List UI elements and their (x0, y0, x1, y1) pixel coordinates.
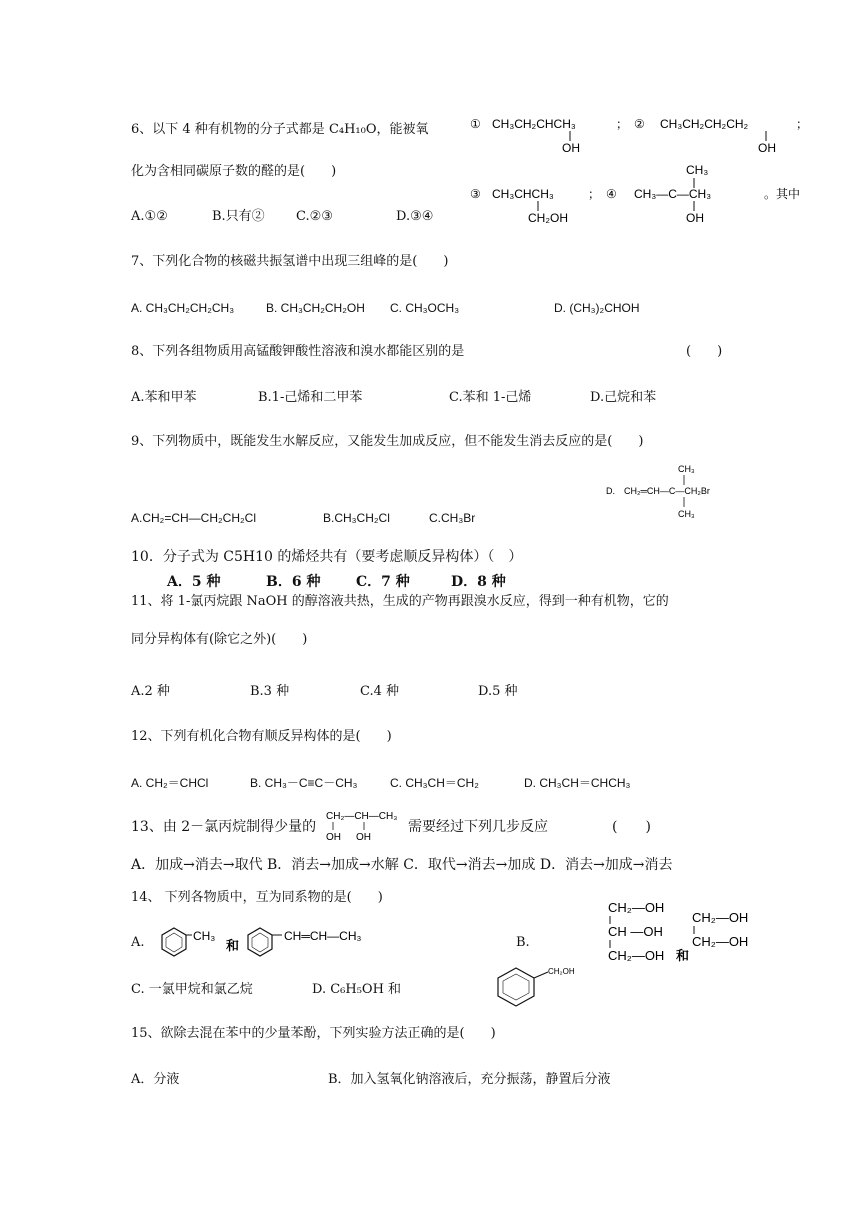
q14-b-and: 和 (676, 948, 690, 963)
q6-s4-main: CH₃—C—CH₃ (634, 187, 712, 201)
q12-option-d: D. CH₃CH＝CHCH₃ (524, 776, 631, 790)
q6-sep-3: ； (588, 187, 601, 201)
q8-paren: ( ) (686, 344, 723, 359)
q6-option-d: D.③④ (396, 209, 434, 224)
q9-option-b: B.CH₃CH₂Cl (323, 511, 390, 525)
q6-s3-num: ③ (470, 187, 481, 201)
q6-option-b: B.只有② (212, 209, 265, 224)
q8-option-a: A.苯和甲苯 (131, 390, 197, 405)
q9-d-label: D. (606, 486, 615, 496)
q14-option-c: C. 一氯甲烷和氯乙烷 (131, 982, 253, 997)
q10-option-d: D．8 种 (451, 574, 506, 590)
q8-option-c: C.苯和 1-己烯 (449, 390, 532, 405)
q14-option-a-structures (156, 924, 396, 964)
q6-s4-sub: OH (686, 211, 704, 225)
q9-d-bottom: CH₃ (678, 509, 695, 519)
q6-s1-num: ① (470, 117, 481, 131)
q8-option-d: D.己烷和苯 (590, 390, 657, 405)
q11-option-b: B.3 种 (250, 684, 290, 699)
q10-stem: 10．分子式为 C5H10 的烯烃共有（要考虑顺反异构体）（ ） (131, 549, 523, 565)
q7-option-a: A. CH₃CH₂CH₂CH₃ (131, 301, 235, 315)
q14-a-ch3: CH₃ (193, 929, 216, 943)
q6-tail: 。其中 (764, 187, 801, 201)
q6-stem-line1: 6、以下 4 种有机物的分子式都是 C₄H₁₀O，能被氧 (131, 122, 429, 137)
q14-b-glycol-2: CH₂—OH (692, 934, 749, 949)
q14-b-glycol-1: CH₂—OH (692, 910, 749, 925)
q14-d-ch2oh: CH₂OH (548, 967, 575, 976)
q9-option-c: C.CH₃Br (429, 511, 476, 525)
q6-s3-sub: CH₂OH (528, 211, 568, 225)
q15-option-a: A．分液 (131, 1072, 180, 1087)
q14-stem: 14、 下列各物质中，互为同系物的是( ) (131, 890, 383, 905)
q12-stem: 12、下列有机化合物有顺反异构体的是( ) (131, 729, 392, 744)
q6-stem-line2: 化为含相同碳原子数的醛的是( ) (131, 164, 337, 179)
q11-option-c: C.4 种 (360, 684, 400, 699)
q6-s2-sub: OH (758, 141, 776, 155)
q13-stem-part1: 13、由 2－氯丙烷制得少量的 (131, 819, 317, 835)
q13-options: A．加成→消去→取代 B．消去→加成→水解 C．取代→消去→加成 D．消去→加成→消去 (131, 857, 673, 873)
q9-option-a: A.CH₂=CH—CH₂CH₂Cl (131, 511, 256, 525)
q10-option-c: C．7 种 (356, 574, 410, 590)
q12-option-b: B. CH₃－C≡C－CH₃ (250, 776, 358, 790)
q14-a-and: 和 (226, 938, 240, 953)
q8-option-b: B.1-己烯和二甲苯 (258, 390, 363, 405)
q6-s1-main: CH₃CH₂CHCH₃ (492, 117, 576, 131)
q7-stem: 7、下列化合物的核磁共振氢谱中出现三组峰的是( ) (131, 254, 449, 269)
q6-s2-main: CH₃CH₂CH₂CH₂ (660, 117, 749, 131)
q6-s4-num: ④ (606, 187, 617, 201)
q14-b-glycerol-3: CH₂—OH (608, 948, 665, 963)
q11-option-d: D.5 种 (478, 684, 518, 699)
q11-option-a: A.2 种 (131, 684, 170, 699)
q6-structures (466, 108, 826, 228)
q6-sep-2: ； (796, 117, 809, 131)
q11-stem-line2: 同分异构体有(除它之外)( ) (131, 632, 308, 647)
q13-paren: ( ) (612, 819, 651, 835)
q14-b-glycerol-2: CH —OH (608, 924, 663, 939)
q13-stem-part2: 需要经过下列几步反应 (408, 819, 548, 835)
q14-option-d: D. C₆H₅OH 和 (312, 982, 402, 997)
q14-b-label: B. (516, 935, 530, 950)
q7-option-c: C. CH₃OCH₃ (390, 301, 460, 315)
q6-option-c: C.②③ (296, 209, 333, 224)
q9-stem: 9、下列物质中，既能发生水解反应，又能发生加成反应，但不能发生消去反应的是( ) (131, 434, 644, 449)
q12-option-a: A. CH₂＝CHCl (131, 776, 209, 790)
q6-s4-top: CH₃ (686, 163, 709, 177)
q14-option-b-structures (604, 896, 774, 968)
q7-option-d: D. (CH₃)₂CHOH (554, 301, 640, 315)
q9-d-main: CH₂═CH—C—CH₂Br (624, 486, 710, 496)
q6-s1-sub: OH (562, 141, 580, 155)
q13-struct-top: CH₂—CH—CH₃ (326, 811, 398, 822)
q12-option-c: C. CH₃CH＝CH₂ (390, 776, 479, 790)
q9-option-d-structure (606, 460, 756, 520)
q13-struct-oh-left: OH (326, 832, 341, 843)
q15-option-b: B．加入氢氧化钠溶液后，充分振荡，静置后分液 (328, 1072, 611, 1087)
q14-b-glycerol-1: CH₂—OH (608, 900, 665, 915)
q6-s3-main: CH₃CHCH₃ (492, 187, 554, 201)
q14-option-d-benzyl-alcohol (490, 962, 600, 1010)
q10-option-b: B．6 种 (266, 574, 321, 590)
q13-struct-oh-right: OH (356, 832, 371, 843)
q9-d-top: CH₃ (678, 464, 695, 474)
q8-stem: 8、下列各组物质用高锰酸钾酸性溶液和溴水都能区别的是 (131, 344, 465, 359)
q13-diol-structure (324, 806, 414, 842)
q11-stem-line1: 11、将 1-氯丙烷跟 NaOH 的醇溶液共热，生成的产物再跟溴水反应，得到一种有机物，它的 (131, 594, 669, 609)
q6-option-a: A.①② (131, 209, 168, 224)
q14-a-chain: CH═CH—CH₃ (284, 929, 362, 943)
q10-option-a: A．5 种 (167, 574, 221, 590)
q15-stem: 15、欲除去混在苯中的少量苯酚，下列实验方法正确的是( ) (131, 1026, 496, 1041)
q7-option-b: B. CH₃CH₂CH₂OH (266, 301, 365, 315)
q14-a-label: A. (131, 935, 145, 950)
q6-s2-num: ② (634, 117, 645, 131)
q6-sep-1: ； (616, 117, 629, 131)
